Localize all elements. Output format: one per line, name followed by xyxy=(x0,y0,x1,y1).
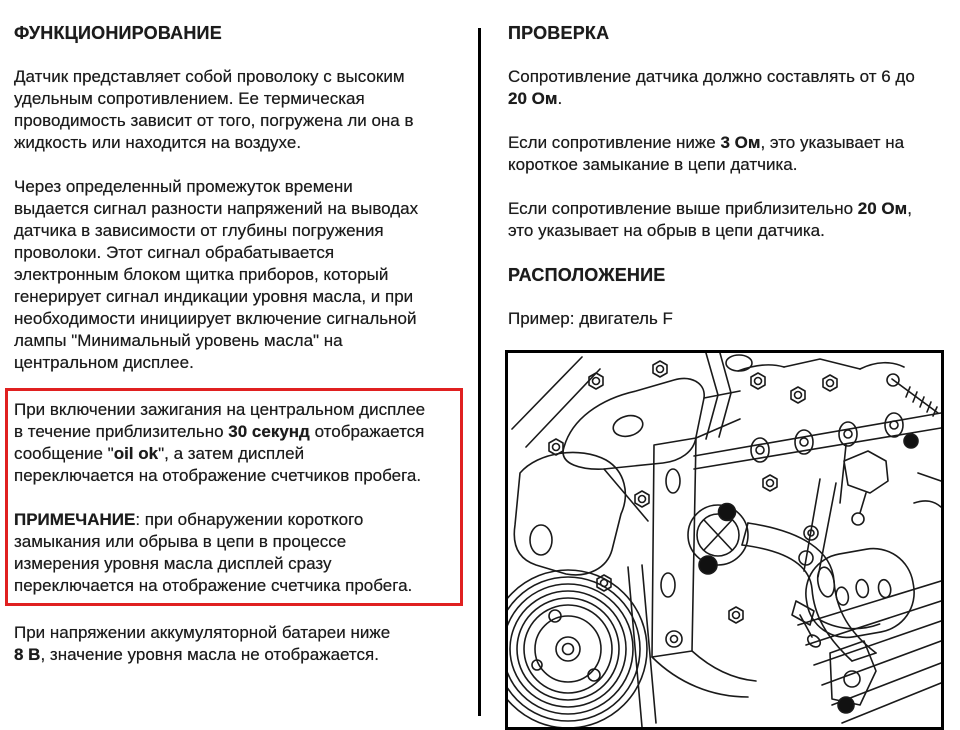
paragraph-short-circuit: Если сопротивление ниже 3 Ом, это указывает на короткое замыкание в цепи датчика. xyxy=(508,133,905,174)
engine-drawing xyxy=(508,353,941,727)
left-column xyxy=(14,13,466,666)
paragraph-ignition-display: При включении зажигания на центральном дисплее в течение приблизительно 30 секунд отображается сообщение "oil ok", а затем дисплей переключается на отображение счетчиков пробега. xyxy=(14,400,426,485)
highlight-box xyxy=(5,388,463,606)
section-heading-location: РАСПОЛОЖЕНИЕ xyxy=(508,265,666,285)
engine-figure-frame xyxy=(505,350,944,730)
paragraph-engine-example: Пример: двигатель F xyxy=(508,309,673,328)
paragraph-sensor-description: Датчик представляет собой проволоку с высоким удельным сопротивлением. Ее термическая проводимость зависит от того, погружена ли она в жидкость или находится на воздухе. xyxy=(14,67,414,152)
right-column xyxy=(508,13,945,330)
column-divider xyxy=(478,28,481,716)
paragraph-resistance-range: Сопротивление датчика должно составлять от 6 до 20 Ом. xyxy=(508,67,915,108)
paragraph-open-circuit: Если сопротивление выше приблизительно 20 Ом, это указывает на обрыв в цепи датчика. xyxy=(508,199,912,240)
paragraph-note: ПРИМЕЧАНИЕ: при обнаружении короткого замыкания или обрыва в цепи в процессе измерения уровня масла дисплей сразу переключается на отображение счетчика пробега. xyxy=(14,510,413,595)
section-heading-check: ПРОВЕРКА xyxy=(508,23,610,43)
paragraph-signal-processing: Через определенный промежуток времени выдается сигнал разности напряжений на выводах датчика в зависимости от глубины погружения проволоки. Этот сигнал обрабатывается электронным блоком щитка приборов, который генерирует сигнал индикации уровня масла, и при необходимости инициирует включение сигнальной лампы "Минимальный уровень масла" на центральном дисплее. xyxy=(14,177,419,372)
paragraph-battery-voltage: При напряжении аккумуляторной батареи ниже 8 В, значение уровня масла не отображается. xyxy=(14,623,391,664)
section-heading-functioning: ФУНКЦИОНИРОВАНИЕ xyxy=(14,23,222,43)
